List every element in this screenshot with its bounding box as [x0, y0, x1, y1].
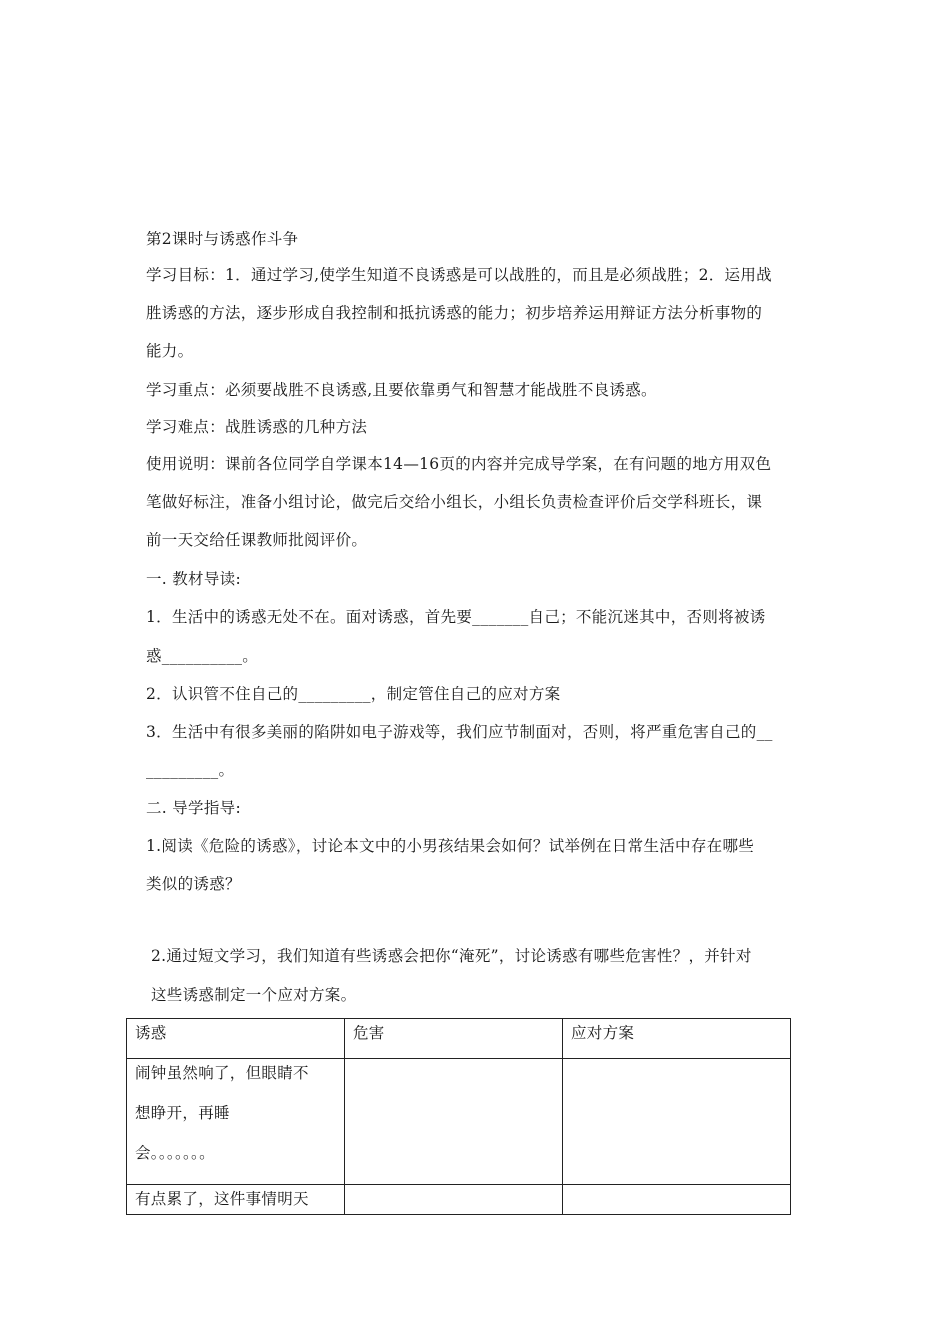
- section2-q2-line-2: 这些诱惑制定一个应对方案。: [151, 986, 357, 1004]
- header-plan: 应对方案: [563, 1019, 791, 1059]
- table-cell[interactable]: [345, 1059, 563, 1185]
- usage-line-1: 使用说明：课前各位同学自学课本14—16页的内容并完成导学案，在有问题的地方用双色: [146, 455, 772, 473]
- section2-q1-line-2: 类似的诱惑？: [146, 875, 241, 893]
- section1-q1-line-1: 1．生活中的诱惑无处不在。面对诱惑，首先要_______自己；不能沉迷其中，否则将被诱: [146, 608, 766, 626]
- usage-line-2: 笔做好标注，准备小组讨论，做完后交给小组长，小组长负责检查评价后交学科班长，课: [146, 493, 763, 511]
- section2-q2-line-1: 2.通过短文学习，我们知道有些诱惑会把你“淹死”，讨论诱惑有哪些危害性？，并针对: [151, 947, 752, 965]
- table-cell[interactable]: [563, 1059, 791, 1185]
- lesson-title: 第2课时与诱惑作斗争: [146, 230, 299, 248]
- section1-q1-line-2: 惑__________。: [146, 647, 259, 665]
- difficulty-text: 学习难点：战胜诱惑的几种方法: [146, 418, 368, 436]
- cell-line: 想睁开，再睡: [135, 1104, 230, 1122]
- section2-heading: 二. 导学指导:: [146, 799, 241, 817]
- focus-text: 学习重点：必须要战胜不良诱惑,且要依靠勇气和智慧才能战胜不良诱惑。: [146, 381, 657, 399]
- table-header-row: [127, 1019, 791, 1059]
- table-row: [127, 1185, 791, 1215]
- table-row: [127, 1059, 791, 1185]
- goal-line-2: 胜诱惑的方法，逐步形成自我控制和抵抗诱惑的能力；初步培养运用辩证方法分析事物的: [146, 304, 763, 322]
- table-cell: 有点累了，这件事情明天: [127, 1185, 345, 1215]
- section1-q3-line-1: 3．生活中有很多美丽的陷阱如电子游戏等，我们应节制面对，否则，将严重危害自己的__: [146, 723, 773, 741]
- temptation-table: [126, 1018, 791, 1215]
- section1-heading: 一. 教材导读:: [146, 570, 241, 588]
- goal-line-3: 能力。: [146, 342, 194, 360]
- goal-line-1: 学习目标：1．通过学习,使学生知道不良诱惑是可以战胜的，而且是必须战胜；2．运用战: [146, 266, 772, 284]
- section1-q3-line-2: _________。: [146, 761, 235, 779]
- cell-line: 闹钟虽然响了，但眼睛不: [135, 1064, 309, 1082]
- cell-line: 会。。。。。。。: [135, 1144, 215, 1162]
- usage-line-3: 前一天交给任课教师批阅评价。: [146, 531, 368, 549]
- table-cell[interactable]: [563, 1185, 791, 1215]
- header-temptation: 诱惑: [127, 1019, 345, 1059]
- table-cell[interactable]: [345, 1185, 563, 1215]
- section2-q1-line-1: 1.阅读《危险的诱惑》，讨论本文中的小男孩结果会如何？试举例在日常生活中存在哪些: [146, 837, 755, 855]
- table-cell: [127, 1059, 345, 1185]
- section1-q2: 2．认识管不住自己的_________，制定管住自己的应对方案: [146, 685, 561, 703]
- header-harm: 危害: [345, 1019, 563, 1059]
